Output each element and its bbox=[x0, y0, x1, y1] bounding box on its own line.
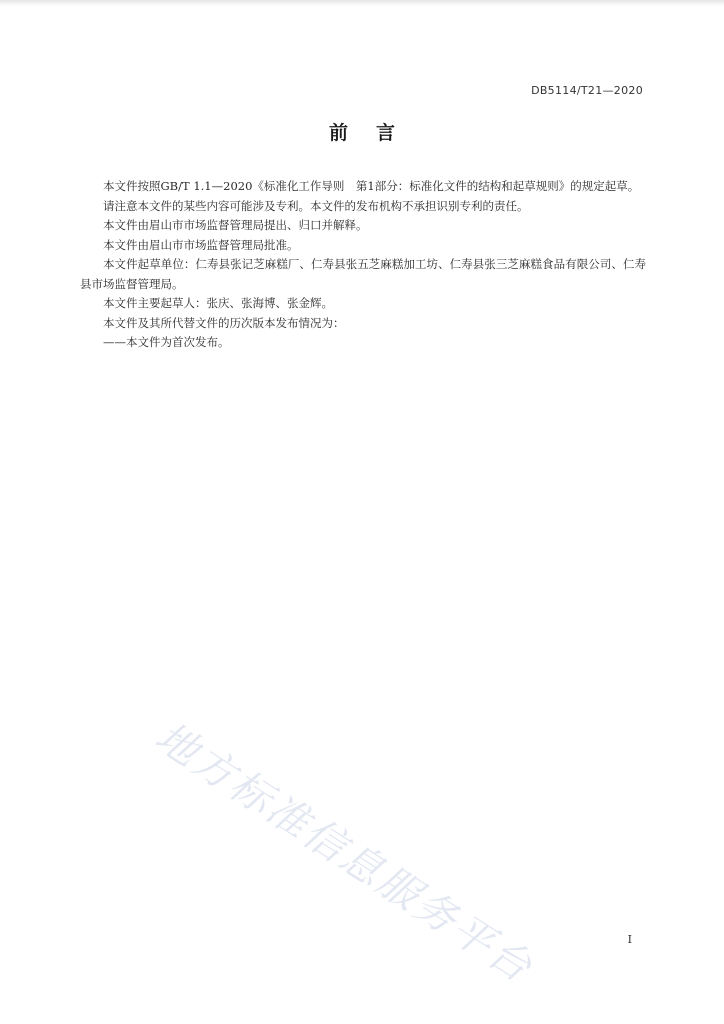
page-title: 前言 bbox=[328, 122, 423, 144]
paragraph-patent-notice: 请注意本文件的某些内容可能涉及专利。本文件的发布机构不承担识别专利的责任。 bbox=[103, 198, 529, 213]
document-code: DB5114/T21—2020 bbox=[531, 84, 643, 97]
paragraph-drafting-basis: 本文件按照GB/T 1.1—2020《标准化工作导则 第1部分：标准化文件的结构和起草规则》的规定起草。 bbox=[103, 179, 640, 193]
scan-edge-shadow bbox=[0, 0, 724, 6]
platform-watermark: 地方标准信息服务平台 bbox=[146, 712, 543, 993]
paragraph-drafters: 本文件主要起草人：张庆、张海博、张金辉。 bbox=[103, 296, 333, 310]
paragraph-drafting-units: 本文件起草单位：仁寿县张记芝麻糕厂、仁寿县张五芝麻糕加工坊、仁寿县张三芝麻糕食品有限公司、仁寿县市场监督管理局。 bbox=[80, 257, 646, 291]
paragraph-version-history: 本文件及其所代替文件的历次版本发布情况为： bbox=[103, 315, 345, 330]
paragraph-approved-by: 本文件由眉山市市场监督管理局批准。 bbox=[103, 237, 299, 252]
paragraph-first-release: ——本文件为首次发布。 bbox=[103, 335, 230, 349]
foreword-body bbox=[80, 177, 646, 353]
page-number: I bbox=[627, 933, 632, 946]
paragraph-proposed-by: 本文件由眉山市市场监督管理局提出、归口并解释。 bbox=[103, 218, 368, 232]
